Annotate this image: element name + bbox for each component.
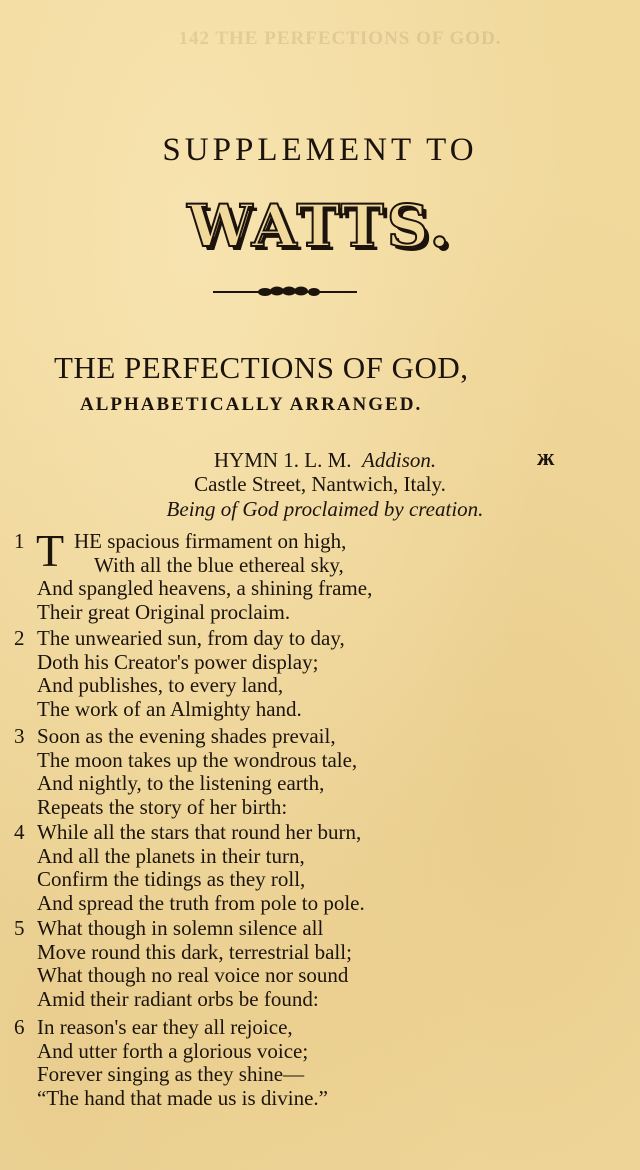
verse-line: Repeats the story of her birth: bbox=[37, 794, 288, 819]
verse-line: Forever singing as they shine— bbox=[37, 1062, 305, 1086]
verse-line: Doth his Creator's power display; bbox=[37, 649, 319, 674]
drop-cap: T bbox=[36, 525, 65, 576]
verse-line: With all the blue ethereal sky, bbox=[94, 552, 344, 577]
hymn-author: Addison. bbox=[362, 448, 437, 472]
verse-line: And utter forth a glorious voice; bbox=[37, 1038, 309, 1063]
verse-line: And spread the truth from pole to pole. bbox=[37, 890, 365, 915]
verse-line: What though no real voice nor sound bbox=[37, 963, 349, 987]
verse-line: HE spacious firmament on high, bbox=[74, 529, 347, 553]
supplement-title: SUPPLEMENT TO bbox=[162, 132, 478, 168]
verse-line: Soon as the evening shades prevail, bbox=[37, 724, 336, 748]
stanza-number: 5 bbox=[14, 916, 25, 940]
hymn-tunes: Castle Street, Nantwich, Italy. bbox=[194, 472, 446, 496]
stanza-number: 4 bbox=[14, 820, 25, 844]
verse-line: And publishes, to every land, bbox=[37, 673, 284, 697]
verse-line: In reason's ear they all rejoice, bbox=[37, 1015, 293, 1039]
verse-line: Confirm the tidings as they roll, bbox=[37, 867, 306, 891]
hymn-subject: Being of God proclaimed by creation. bbox=[166, 497, 484, 521]
verse-line: The work of an Almighty hand. bbox=[37, 696, 302, 721]
verse-line: The moon takes up the wondrous tale, bbox=[37, 747, 358, 772]
verse-line: And spangled heavens, a shining frame, bbox=[37, 576, 373, 600]
stanza-number: 6 bbox=[14, 1015, 25, 1039]
ornament-divider-icon bbox=[210, 286, 360, 298]
watts-title: WATTS. bbox=[187, 192, 453, 260]
verse-line: While all the stars that round her burn, bbox=[37, 820, 362, 844]
verse-line: The unwearied sun, from day to day, bbox=[37, 626, 345, 650]
verse-line: Move round this dark, terrestrial ball; bbox=[37, 939, 352, 964]
verse-line: “The hand that made us is divine.” bbox=[37, 1085, 328, 1110]
section-heading: THE PERFECTIONS OF GOD, bbox=[54, 350, 469, 385]
verse-line: Their great Original proclaim. bbox=[37, 599, 291, 624]
stanza-number: 3 bbox=[14, 724, 25, 748]
bleed-through-text: 142 THE PERFECTIONS OF GOD. bbox=[178, 28, 502, 49]
stanza-number: 1 bbox=[14, 529, 25, 553]
verse-line: And all the planets in their turn, bbox=[37, 843, 305, 868]
verse-line: And nightly, to the listening earth, bbox=[37, 771, 325, 795]
verse-line: Amid their radiant orbs be found: bbox=[37, 986, 319, 1011]
hymn-label: HYMN 1. L. M. bbox=[213, 448, 352, 472]
stanza-number: 2 bbox=[14, 626, 25, 650]
section-subheading: ALPHABETICALLY ARRANGED. bbox=[80, 394, 423, 415]
printer-mark-icon: ж bbox=[537, 445, 555, 471]
verse-line: What though in solemn silence all bbox=[37, 916, 324, 940]
